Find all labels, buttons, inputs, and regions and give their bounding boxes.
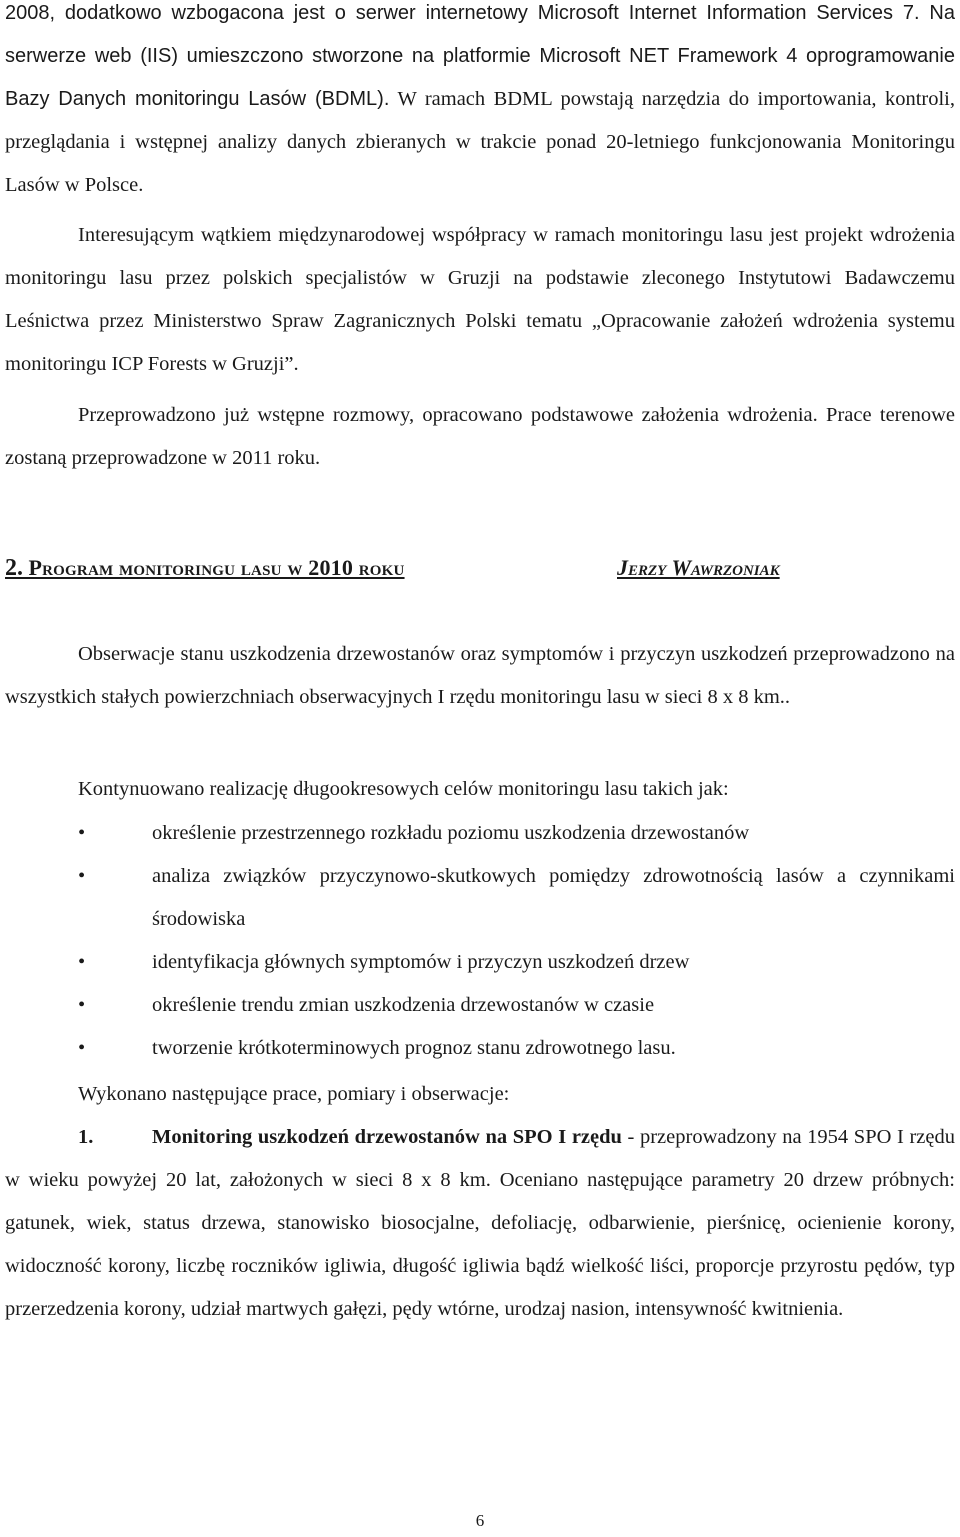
paragraph-observations: Obserwacje stanu uszkodzenia drzewostanów oraz symptomów i przyczyn uszkodzeń przeprowadzono na wszystkich stałych powierzchniach obserwacyjnych I rzędu monitoringu lasu w sieci 8 x 8 km..: [5, 643, 955, 708]
section-title-wrap: [5, 548, 405, 588]
item-1-number: 1.: [78, 1126, 94, 1148]
bullet-icon: •: [78, 822, 86, 844]
paragraph-bdml-sans: 2008, dodatkowo wzbogacona jest o serwer internetowy Microsoft Internet Information Services 7. Na serwerze web (IIS) umieszczono stworzone na platformie Microsoft NET Framework 4 oprogramowanie Bazy Danych monitoringu Lasów (BDML).: [5, 2, 955, 110]
bullet-icon: •: [78, 951, 86, 973]
section-heading: [5, 548, 955, 588]
paragraph-goals-intro: Kontynuowano realizację długookresowych celów monitoringu lasu takich jak:: [78, 778, 729, 800]
section-number: 2.: [5, 555, 23, 581]
list-item-text: identyfikacja głównych symptomów i przyczyn uszkodzeń drzew: [152, 951, 690, 973]
paragraph-bdml: [5, 0, 955, 207]
list-item-text: określenie przestrzennego rozkładu poziomu uszkodzenia drzewostanów: [152, 822, 750, 844]
list-item: [5, 812, 955, 855]
list-item: [5, 984, 955, 1027]
list-item-text: analiza związków przyczynowo-skutkowych pomiędzy zdrowotnością lasów a czynnikami środowiska: [152, 865, 955, 930]
list-item-text: określenie trendu zmian uszkodzenia drzewostanów w czasie: [152, 994, 655, 1016]
item-1-title: Monitoring uszkodzeń drzewostanów na SPO I rzędu: [152, 1126, 622, 1148]
paragraph-bdml-tools: W ramach BDML powstają narzędzia do importowania, kontroli, przeglądania i wstępnej analizy danych zbieranych w trakcie ponad 20-letniego funkcjonowania Monitoringu Lasów w Polsce.: [5, 88, 955, 196]
bullet-icon: •: [78, 865, 86, 887]
paragraph-item-1: [5, 1116, 955, 1331]
list-item-text: tworzenie krótkoterminowych prognoz stanu zdrowotnego lasu.: [152, 1037, 676, 1059]
bullet-icon: •: [78, 994, 86, 1016]
section-author: Jerzy Wawrzoniak: [617, 555, 780, 580]
paragraph-works-intro: Wykonano następujące prace, pomiary i obserwacje:: [78, 1083, 510, 1105]
section-title: Program monitoringu lasu w 2010 roku: [28, 555, 405, 580]
paragraph-preparations: Przeprowadzono już wstępne rozmowy, opracowano podstawowe założenia wdrożenia. Prace terenowe zostaną przeprowadzone w 2011 roku.: [5, 404, 955, 469]
list-item: [5, 1027, 955, 1070]
page-number: 6: [475, 1511, 485, 1530]
bullet-icon: •: [78, 1037, 86, 1059]
list-item: [5, 855, 955, 941]
item-1-text: - przeprowadzony na 1954 SPO I rzędu w wieku powyżej 20 lat, założonych w sieci 8 x 8 km. Oceniano następujące parametry 20 drzew próbnych: gatunek, wiek, status drzewa, stanowisko biosocjalne, defoliację, odbarwienie, pierśnicę, ocienienie korony, widoczność korony, liczbę roczników igliwia, długość igliwia bądź wielkość liści, proporcje przyrostu pędów, typ przerzedzenia korony, udział martwych gałęzi, pędy wtórne, urodzaj nasion, intensywność kwitnienia.: [5, 1126, 955, 1320]
paragraph-georgia-project: Interesującym wątkiem międzynarodowej współpracy w ramach monitoringu lasu jest projekt wdrożenia monitoringu lasu przez polskich specjalistów w Gruzji na podstawie zleconego Instytutowi Badawczemu Leśnictwa przez Ministerstwo Spraw Zagranicznych Polski tematu „Opracowanie założeń wdrożenia systemu monitoringu ICP Forests w Gruzji”.: [5, 224, 955, 375]
goals-list: [5, 812, 955, 1070]
list-item: [5, 941, 955, 984]
